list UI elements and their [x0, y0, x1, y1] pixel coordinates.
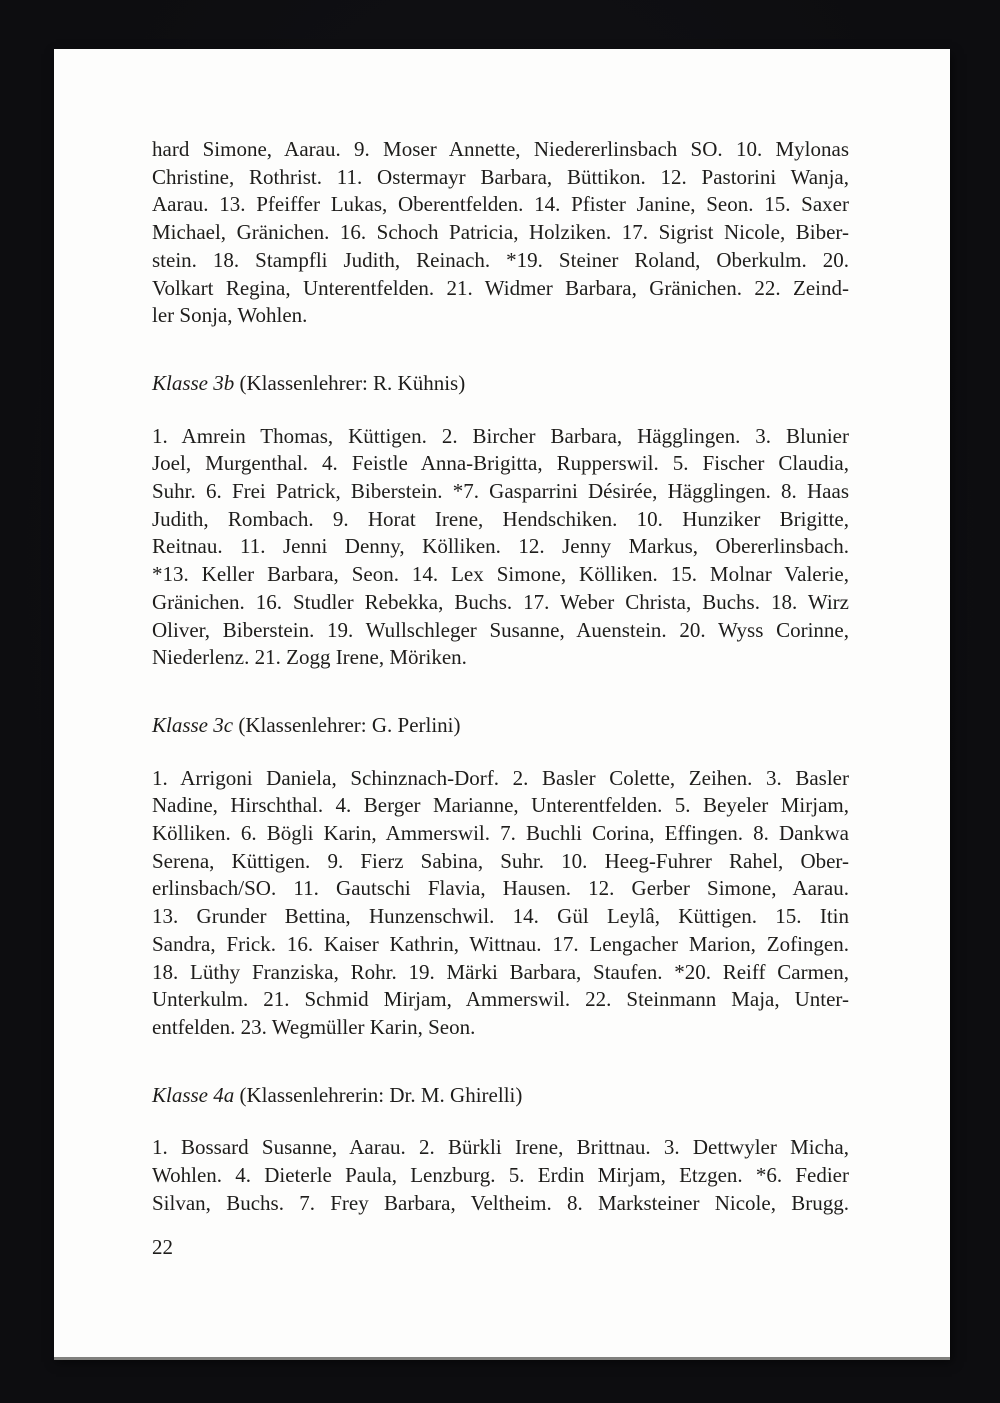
- student-list-paragraph: [152, 136, 849, 330]
- text-line: Silvan, Buchs. 7. Frey Barbara, Veltheim. 8. Marksteiner Nicole, Brugg.: [152, 1190, 849, 1215]
- text-line: 1. Bossard Susanne, Aarau. 2. Bürkli Irene, Brittnau. 3. Dettwyler Micha,: [152, 1135, 849, 1160]
- text-line: 1. Amrein Thomas, Küttigen. 2. Bircher Barbara, Hägglingen. 3. Blunier: [152, 423, 849, 448]
- text-line: Aarau. 13. Pfeiffer Lukas, Oberentfelden. 14. Pfister Janine, Seon. 15. Saxer: [152, 192, 849, 217]
- text-line: hard Simone, Aarau. 9. Moser Annette, Niedererlinsbach SO. 10. Mylonas: [152, 137, 849, 161]
- text-line: 13. Grunder Bettina, Hunzenschwil. 14. Gül Leylâ, Küttigen. 15. Itin: [152, 904, 849, 929]
- class-heading-teacher: (Klassenlehrer: R. Kühnis): [234, 370, 466, 395]
- text-line: Suhr. 6. Frei Patrick, Biberstein. *7. Gasparrini Désirée, Hägglingen. 8. Haas: [152, 479, 849, 504]
- text-line: entfelden. 23. Wegmüller Karin, Seon.: [152, 1014, 476, 1039]
- text-line: Unterkulm. 21. Schmid Mirjam, Ammerswil. 22. Steinmann Maja, Unter-: [152, 987, 849, 1012]
- text-line: erlinsbach/SO. 11. Gautschi Flavia, Hausen. 12. Gerber Simone, Aarau.: [152, 876, 849, 901]
- text-line: 18. Lüthy Franziska, Rohr. 19. Märki Barbara, Staufen. *20. Reiff Carmen,: [152, 959, 849, 984]
- class-heading-teacher: (Klassenlehrer: G. Perlini): [233, 712, 461, 737]
- student-list-paragraph: [152, 1134, 849, 1217]
- class-heading-name: Klasse 4a: [152, 1082, 235, 1107]
- text-line: Volkart Regina, Unterentfelden. 21. Widmer Barbara, Gränichen. 22. Zeind-: [152, 275, 849, 300]
- class-heading: [152, 1082, 849, 1110]
- text-line: Niederlenz. 21. Zogg Irene, Möriken.: [152, 645, 467, 670]
- page-content: [152, 136, 849, 1261]
- text-line: Joel, Murgenthal. 4. Feistle Anna-Brigitta, Rupperswil. 5. Fischer Claudia,: [152, 451, 849, 476]
- class-heading-name: Klasse 3b: [152, 370, 235, 395]
- text-line: stein. 18. Stampfli Judith, Reinach. *19. Steiner Roland, Oberkulm. 20.: [152, 247, 849, 272]
- text-line: Christine, Rothrist. 11. Ostermayr Barbara, Büttikon. 12. Pastorini Wanja,: [152, 164, 849, 189]
- text-blocks: [152, 136, 849, 1218]
- class-heading-name: Klasse 3c: [152, 712, 234, 737]
- text-line: Wohlen. 4. Dieterle Paula, Lenzburg. 5. Erdin Mirjam, Etzgen. *6. Fedier: [152, 1163, 849, 1188]
- student-list-paragraph: [152, 423, 849, 672]
- student-list-paragraph: [152, 765, 849, 1042]
- text-line: 1. Arrigoni Daniela, Schinznach-Dorf. 2. Basler Colette, Zeihen. 3. Basler: [152, 765, 849, 790]
- text-line: Oliver, Biberstein. 19. Wullschleger Susanne, Auenstein. 20. Wyss Corinne,: [152, 617, 849, 642]
- text-line: Reitnau. 11. Jenni Denny, Kölliken. 12. Jenny Markus, Obererlinsbach.: [152, 534, 849, 559]
- book-page: [54, 49, 950, 1357]
- class-heading-teacher: (Klassenlehrerin: Dr. M. Ghirelli): [234, 1082, 523, 1107]
- text-line: Serena, Küttigen. 9. Fierz Sabina, Suhr. 10. Heeg-Fuhrer Rahel, Ober-: [152, 848, 849, 873]
- text-line: *13. Keller Barbara, Seon. 14. Lex Simone, Kölliken. 15. Molnar Valerie,: [152, 562, 849, 587]
- text-line: ler Sonja, Wohlen.: [152, 303, 308, 328]
- text-line: Michael, Gränichen. 16. Schoch Patricia, Holziken. 17. Sigrist Nicole, Biber-: [152, 220, 849, 245]
- text-line: Sandra, Frick. 16. Kaiser Kathrin, Wittnau. 17. Lengacher Marion, Zofingen.: [152, 931, 849, 956]
- class-heading: [152, 712, 849, 740]
- class-heading: [152, 370, 849, 398]
- text-line: Nadine, Hirschthal. 4. Berger Marianne, Unterentfelden. 5. Beyeler Mirjam,: [152, 793, 849, 818]
- page-number: 22: [152, 1234, 173, 1259]
- text-line: Kölliken. 6. Bögli Karin, Ammerswil. 7. Buchli Corina, Effingen. 8. Dankwa: [152, 821, 849, 846]
- text-line: Judith, Rombach. 9. Horat Irene, Hendschiken. 10. Hunziker Brigitte,: [152, 506, 849, 531]
- text-line: Gränichen. 16. Studler Rebekka, Buchs. 17. Weber Christa, Buchs. 18. Wirz: [152, 589, 849, 614]
